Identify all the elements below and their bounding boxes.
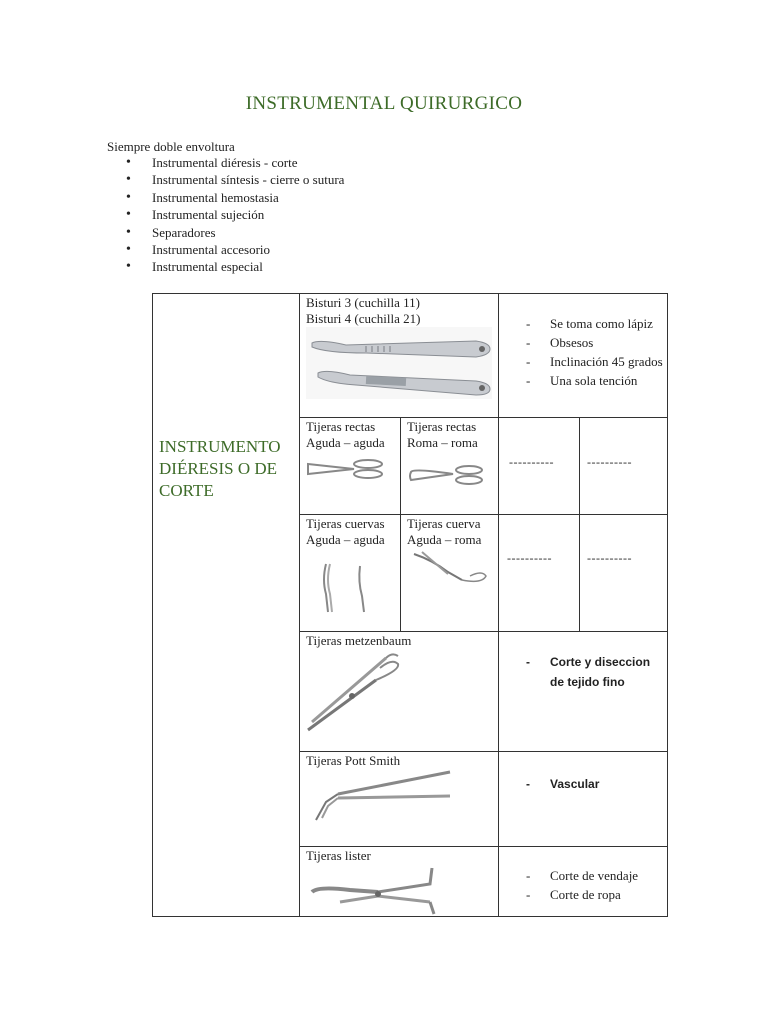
curved-blunt-scissors-image [412,550,490,588]
bisturi-label-1: Bisturi 3 (cuchilla 11) [306,295,420,310]
curved-scissors-image [318,562,374,614]
note-item: - Corte de vendaje [526,866,661,885]
row-divider [299,417,668,418]
metzenbaum-label: Tijeras metzenbaum [306,633,412,648]
bisturi-label-2: Bisturi 4 (cuchilla 21) [306,311,421,326]
list-item: • Instrumental sujeción [126,206,344,223]
straight-scissors-image [306,458,386,480]
empty-cell: ---------- [587,455,632,469]
bisturi-notes [526,314,664,390]
list-item: • Instrumental accesorio [126,241,344,258]
row-divider [299,846,668,847]
empty-cell: ---------- [587,551,632,565]
row-divider [299,751,668,752]
rectas-right-label-2: Roma – roma [407,435,478,450]
empty-cell: ---------- [507,551,552,565]
lister-bandage-scissors-image [310,862,436,916]
table-border-left [152,293,153,917]
rectas-left-label-1: Tijeras rectas [306,419,376,434]
pott-smith-label: Tijeras Pott Smith [306,753,401,768]
page-title: INSTRUMENTAL QUIRURGICO [245,93,523,114]
pott-smith-notes [526,774,661,794]
note-item: - Obsesos [526,333,664,352]
table-divider [579,417,580,632]
section-label: INSTRUMENTO DIÉRESIS O DE CORTE [159,437,281,500]
table-border-right [667,293,668,917]
rectas-right-label-1: Tijeras rectas [407,419,477,434]
scalpel-handles-image [306,327,492,399]
rectas-left-label-2: Aguda – aguda [306,435,385,450]
list-item: • Instrumental hemostasia [126,189,344,206]
row-divider [299,514,668,515]
note-item: - Se toma como lápiz [526,314,664,333]
note-item: - Corte de ropa [526,885,661,904]
row-divider [299,631,668,632]
table-divider [299,293,300,917]
table-divider [498,293,499,917]
table-border-top [152,293,668,294]
curvas-right-label-1: Tijeras cuerva [407,516,481,531]
intro-text: Siempre doble envoltura [107,139,235,154]
empty-cell: ---------- [509,455,554,469]
lister-notes [526,866,661,904]
lister-label: Tijeras lister [306,848,371,863]
table-divider [400,417,401,632]
list-item: • Separadores [126,224,344,241]
note-item: - Una sola tención [526,371,664,390]
table-border-bottom [152,916,668,917]
list-item: • Instrumental síntesis - cierre o sutura [126,171,344,188]
list-item: • Instrumental especial [126,258,344,275]
curvas-right-label-2: Aguda – roma [407,532,482,547]
note-item: - Corte y diseccion de tejido fino [526,652,661,692]
note-item: - Vascular [526,774,661,794]
metzenbaum-scissors-image [306,650,406,734]
blunt-scissors-image [409,464,485,486]
curvas-left-label-2: Aguda – aguda [306,532,385,547]
category-list [126,154,344,276]
metzenbaum-notes [526,652,661,692]
pott-smith-scissors-image [308,768,453,824]
note-item: - Inclinación 45 grados [526,352,664,371]
curvas-left-label-1: Tijeras cuervas [306,516,385,531]
list-item: • Instrumental diéresis - corte [126,154,344,171]
